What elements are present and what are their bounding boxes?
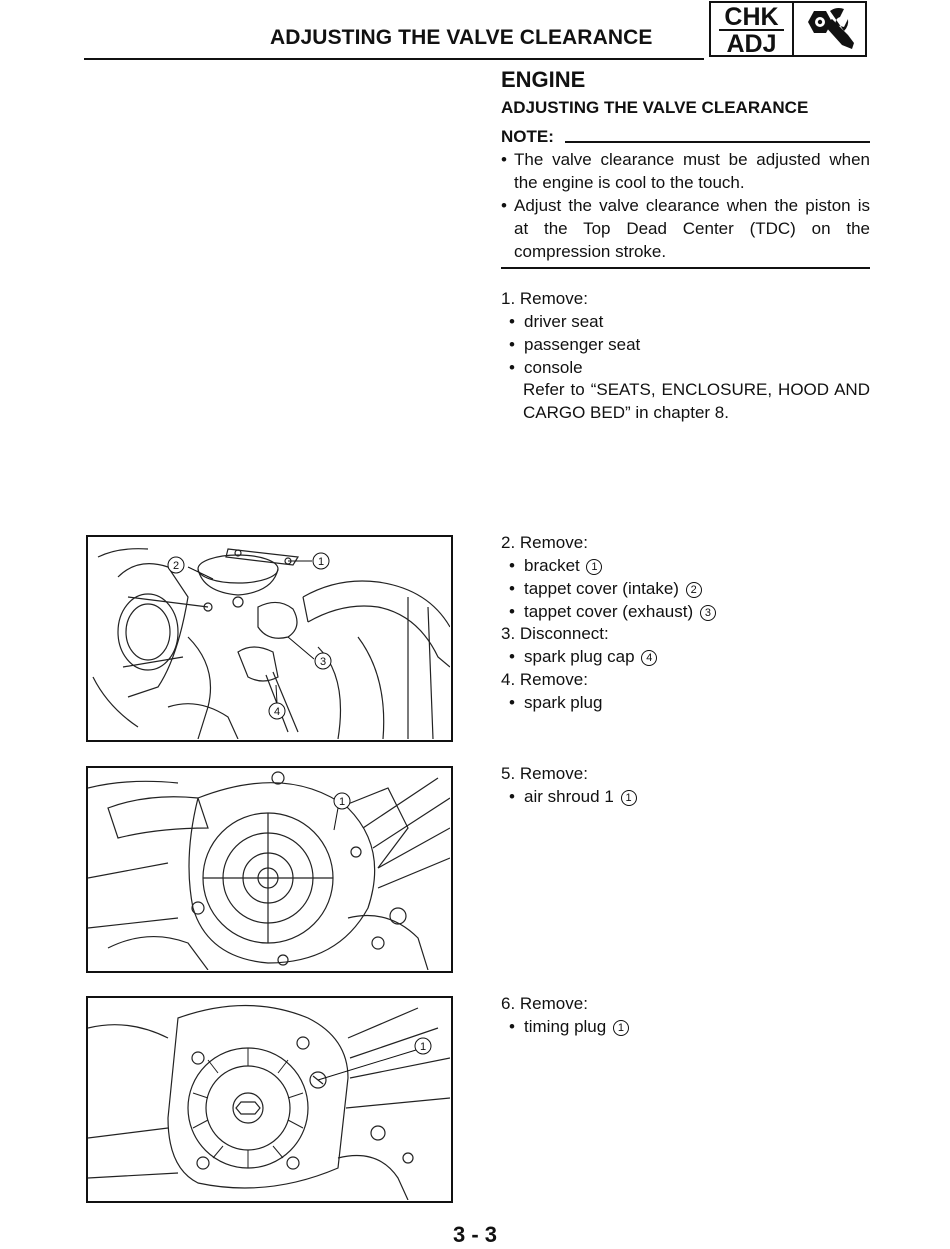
engine-illustration — [88, 1006, 450, 1201]
callout-marker: 4 — [641, 650, 657, 666]
section-title: ENGINE — [501, 67, 586, 92]
callout-marker: 1 — [621, 790, 637, 806]
step-4-item: • spark plug — [509, 693, 603, 712]
step-3-item: • spark plug cap 4 — [509, 645, 657, 668]
callout-label: 2 — [172, 560, 180, 572]
note-item-text: Adjust the valve clearance when the piston is at the Top Dead Center (TDC) on the compression stroke. — [514, 196, 870, 261]
callout-marker: 1 — [586, 559, 602, 575]
step-4-label: 4. Remove: — [501, 670, 588, 689]
badge-text-box — [711, 3, 794, 58]
callout-marker: 3 — [700, 605, 716, 621]
figure-air-shroud — [86, 766, 453, 973]
wrench-nut-icon — [794, 3, 865, 54]
callout-marker: 2 — [686, 582, 702, 598]
step-5-item: • air shroud 1 1 — [509, 785, 637, 808]
step-2-label: 2. Remove: — [501, 533, 588, 552]
step-6-item: • timing plug 1 — [509, 1015, 629, 1038]
section-subtitle: ADJUSTING THE VALVE CLEARANCE — [501, 98, 809, 117]
engine-illustration — [88, 772, 450, 970]
step-2-item: • tappet cover (intake) 2 — [509, 577, 702, 600]
step-2-item: • tappet cover (exhaust) 3 — [509, 600, 716, 623]
callout-label: 1 — [419, 1041, 427, 1053]
step-1-item: • driver seat — [509, 312, 604, 331]
step-1-item: • console — [509, 358, 583, 377]
step-1-reference: Refer to “SEATS, ENCLOSURE, HOOD AND CARGO BED” in chapter 8. — [523, 380, 870, 422]
figure-engine-top-covers — [86, 535, 453, 742]
step-1-label: 1. Remove: — [501, 289, 588, 308]
step-5-label: 5. Remove: — [501, 764, 588, 783]
step-1-item: • passenger seat — [509, 335, 641, 354]
step-2-item: • bracket 1 — [509, 554, 602, 577]
note-rule-bottom — [501, 267, 870, 269]
step-6-label: 6. Remove: — [501, 994, 588, 1013]
bullet: • — [501, 196, 507, 215]
step-3-label: 3. Disconnect: — [501, 624, 609, 643]
badge-chk-label: CHK — [724, 3, 779, 31]
note-item — [501, 194, 870, 263]
callout-label: 4 — [273, 706, 281, 718]
note-label: NOTE: — [501, 127, 554, 146]
callout-marker: 1 — [613, 1020, 629, 1036]
badge-adj-label: ADJ — [726, 30, 777, 58]
callout-label: 3 — [319, 656, 327, 668]
note-item — [501, 148, 870, 194]
page-number: 3 - 3 — [452, 1222, 498, 1247]
callout-label: 1 — [338, 796, 346, 808]
header-rule — [84, 58, 704, 60]
page-header-title: ADJUSTING THE VALVE CLEARANCE — [270, 26, 653, 49]
chk-adj-badge — [709, 1, 867, 57]
callout-label: 1 — [317, 556, 325, 568]
figure-timing-plug — [86, 996, 453, 1203]
note-item-text: The valve clearance must be adjusted when the engine is cool to the touch. — [514, 150, 870, 192]
bullet: • — [501, 150, 507, 169]
note-rule-top — [565, 141, 870, 143]
